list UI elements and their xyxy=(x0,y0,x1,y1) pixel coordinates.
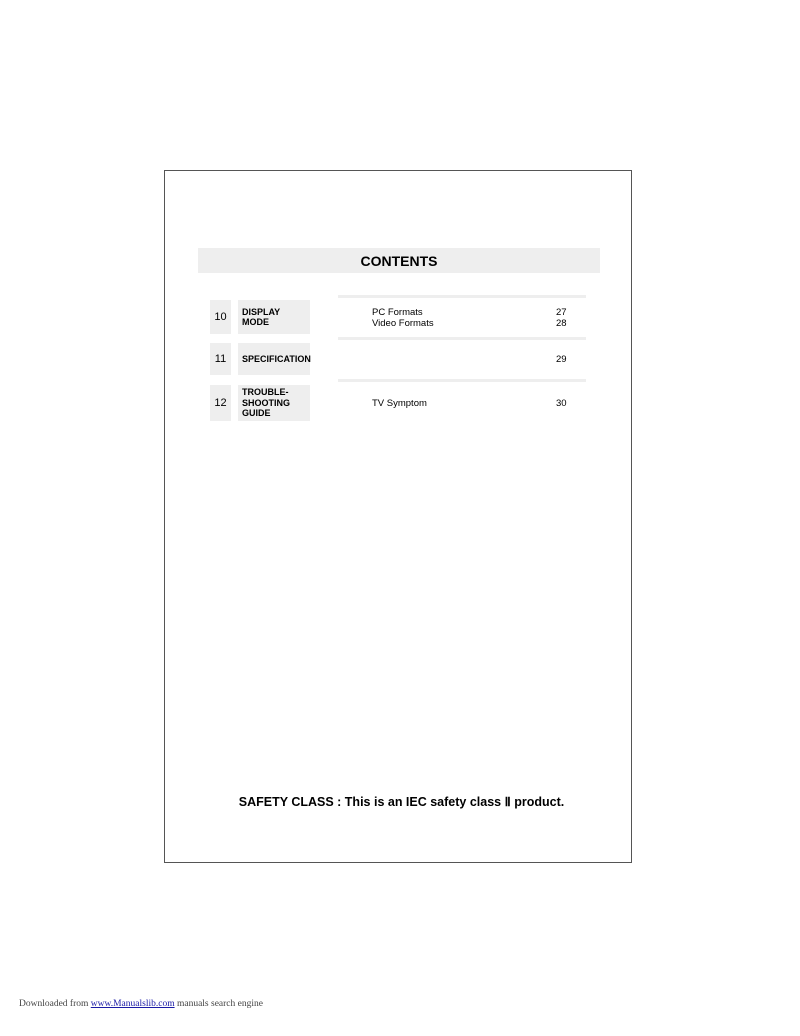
safety-class-note: SAFETY CLASS : This is an IEC safety class Ⅱ product. xyxy=(238,795,565,809)
footer-suffix: manuals search engine xyxy=(176,999,263,1009)
section-title-line: SHOOTING xyxy=(242,397,291,408)
section-title-display-mode[interactable] xyxy=(238,300,310,334)
page-number: 30 xyxy=(556,398,567,409)
section-divider xyxy=(338,337,586,340)
page-title: CONTENTS xyxy=(360,252,438,269)
page-frame xyxy=(164,170,632,863)
section-title-line: DISPLAY xyxy=(242,306,281,317)
page-number: 29 xyxy=(556,354,567,365)
section-title-specification[interactable] xyxy=(238,343,310,375)
download-footer xyxy=(19,999,263,1009)
section-number: 10 xyxy=(210,300,231,334)
section-title-troubleshooting-guide[interactable] xyxy=(238,385,310,421)
section-title-line: SPECIFICATION xyxy=(242,353,311,364)
toc-entry-tv-symptom[interactable]: TV Symptom xyxy=(372,398,427,409)
section-title-line: GUIDE xyxy=(242,408,271,419)
section-divider xyxy=(338,295,586,298)
section-number: 11 xyxy=(210,343,231,375)
toc-entry-pc-formats[interactable]: PC Formats xyxy=(372,307,423,318)
section-divider xyxy=(338,379,586,382)
section-title-line: TROUBLE- xyxy=(242,387,289,398)
toc-entry-video-formats[interactable]: Video Formats xyxy=(372,318,434,329)
contents-header xyxy=(198,248,600,273)
page-number: 28 xyxy=(556,318,567,329)
manualslib-link[interactable]: www.Manualslib.com xyxy=(90,999,175,1009)
footer-prefix: Downloaded from xyxy=(19,999,89,1009)
section-title-line: MODE xyxy=(242,317,269,327)
section-number: 12 xyxy=(210,385,231,421)
page-number: 27 xyxy=(556,307,567,318)
